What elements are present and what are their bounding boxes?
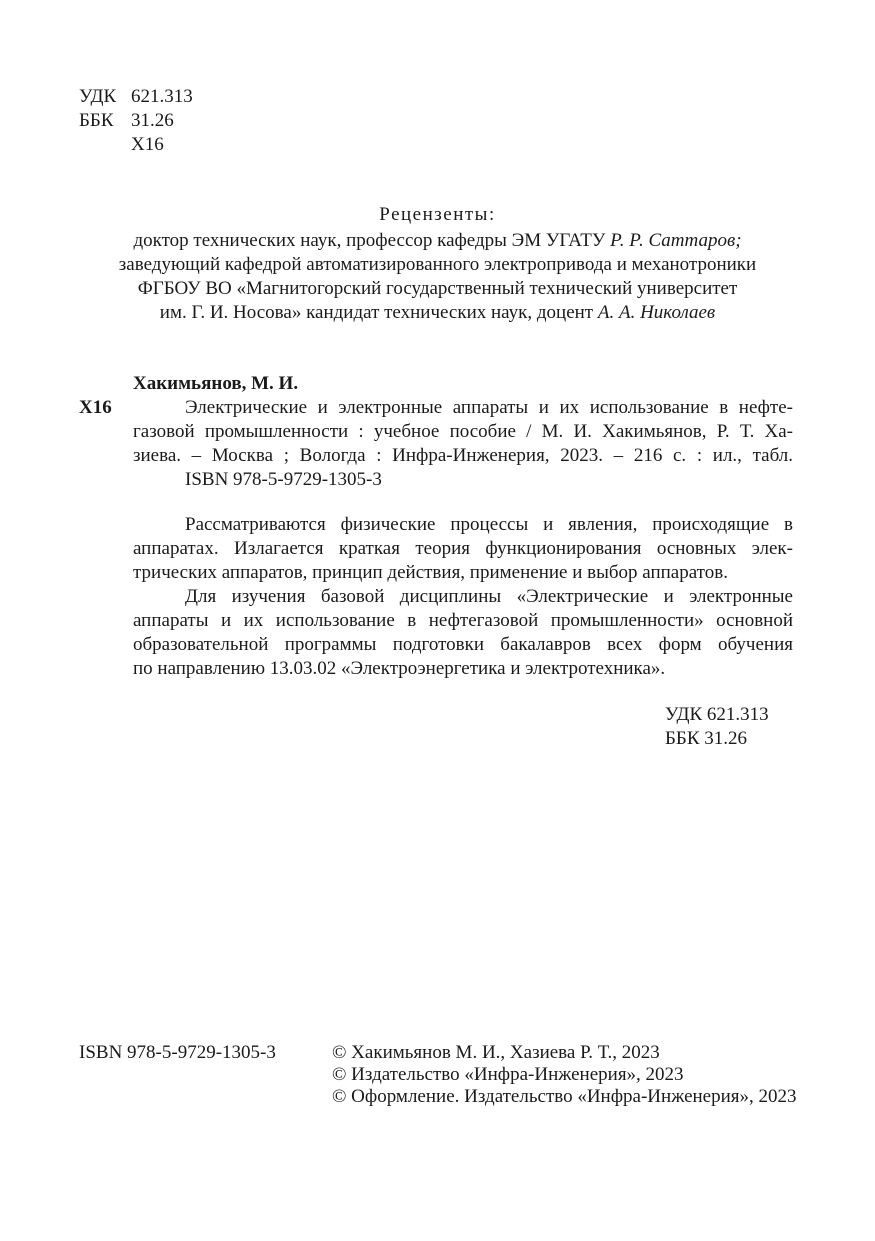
bottom-udk: УДК 621.313 <box>665 704 769 725</box>
author-heading: Хакимьянов, М. И. <box>133 373 299 394</box>
bottom-indices <box>665 703 769 751</box>
annotation-line: аппараты и их использование в нефтегазовой промышленности» основной <box>133 610 793 631</box>
udk-row <box>79 85 193 109</box>
reviewers-block <box>60 203 815 325</box>
cutter-code: Х16 <box>131 134 164 155</box>
cutter-row <box>79 133 193 157</box>
classification-indices <box>79 85 193 157</box>
bib-line: газовой промышленности : учебное пособие / М. И. Хакимьянов, Р. Т. Ха- <box>133 421 793 442</box>
annotation-line: по направлению 13.03.02 «Электроэнергетика и электротехника». <box>133 658 666 679</box>
copyright-line: © Хакимьянов М. И., Хазиева Р. Т., 2023 <box>332 1042 660 1063</box>
annotation-line: образовательной программы подготовки бакалавров всех форм обучения <box>133 634 793 655</box>
annotation-line: Для изучения базовой дисциплины «Электрические и электронные <box>185 586 793 607</box>
bib-cutter-code: Х16 <box>79 397 112 418</box>
bib-line: Электрические и электронные аппараты и их использование в нефте- <box>185 397 793 418</box>
reviewer-2-org: ФГБОУ ВО «Магнитогорский государственный технический университет <box>137 278 738 299</box>
udk-label: УДК <box>79 86 117 107</box>
reviewer-2: им. Г. И. Носова» кандидат технических наук, доцент А. А. Николаев <box>159 302 716 323</box>
reviewer-1: доктор технических наук, профессор кафедры ЭМ УГАТУ Р. Р. Саттаров; <box>133 230 742 251</box>
footer-isbn: ISBN 978-5-9729-1305-3 <box>79 1042 276 1063</box>
bib-isbn: ISBN 978-5-9729-1305-3 <box>185 469 382 490</box>
annotation <box>133 513 793 681</box>
bibliographic-description <box>133 396 793 492</box>
reviewer-2-name: А. А. Николаев <box>597 302 716 323</box>
reviewer-1-name: Р. Р. Саттаров; <box>610 230 742 251</box>
reviewers-title: Рецензенты: <box>379 204 496 225</box>
reviewer-2-position: заведующий кафедрой автоматизированного электропривода и механотроники <box>118 254 757 275</box>
bbk-row <box>79 109 193 133</box>
annotation-line: аппаратах. Излагается краткая теория функционирования основных элек- <box>133 538 793 559</box>
bib-line: зиева. – Москва ; Вологда : Инфра-Инженерия, 2023. – 216 с. : ил., табл. <box>133 445 793 466</box>
bbk-label: ББК <box>79 110 114 131</box>
udk-code: 621.313 <box>131 86 193 107</box>
copyright-line: © Издательство «Инфра-Инженерия», 2023 <box>332 1064 684 1085</box>
bbk-code: 31.26 <box>131 110 174 131</box>
bottom-bbk: ББК 31.26 <box>665 728 747 749</box>
annotation-line: Рассматриваются физические процессы и явления, происходящие в <box>185 514 793 535</box>
annotation-line: трических аппаратов, принцип действия, применение и выбор аппаратов. <box>133 562 728 583</box>
copyright-line: © Оформление. Издательство «Инфра-Инженерия», 2023 <box>332 1086 797 1107</box>
copyright-notices <box>332 1042 797 1108</box>
